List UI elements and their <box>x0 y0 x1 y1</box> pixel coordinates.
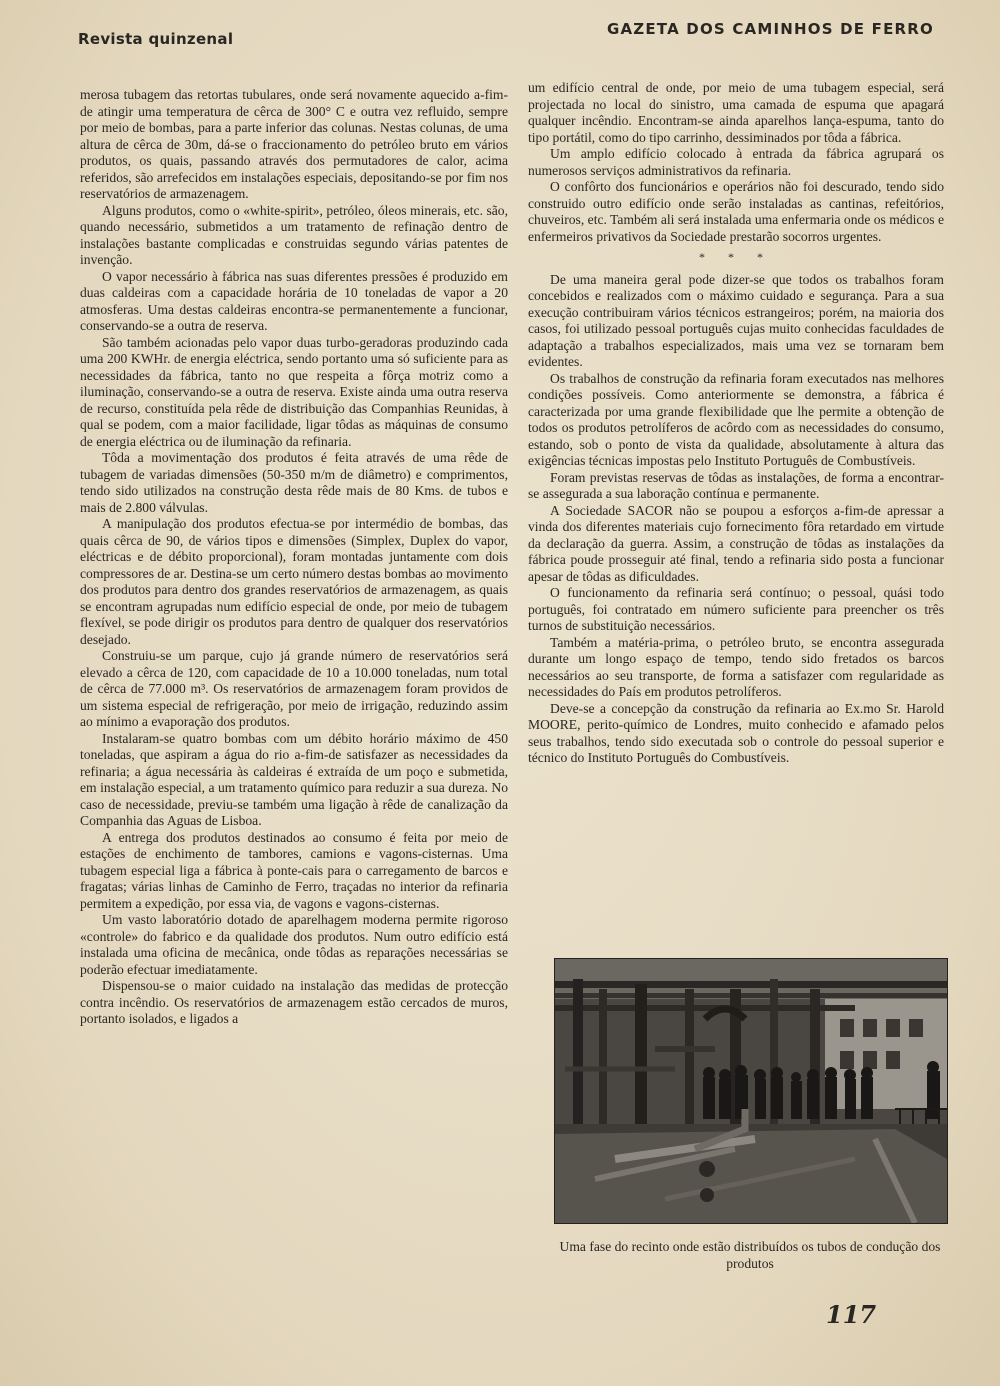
paragraph: A Sociedade SACOR não se poupou a esforços a-fim-de apressar a vinda dos diferentes materiais cujo fornecimento fôra retardado em virtude da declaração da guerra. Assim, a construção de tôdas as instalações da fábrica poude prosseguir até final, tendo a refinaria sido posta a funcionar apesar de tôdas as dificuldades. <box>528 502 944 584</box>
paragraph: Dispensou-se o maior cuidado na instalação das medidas de protecção contra incêndio. Os reservatórios de armazenagem estão cercados de muros, portanto isolados, e ligados a <box>80 978 508 1026</box>
photo-caption: Uma fase do recinto onde estão distribuídos os tubos de condução dos produtos <box>559 1239 941 1271</box>
page-number: 117 <box>826 1300 877 1329</box>
paragraph: Também a matéria-prima, o petróleo bruto, se encontra assegurada durante um longo espaço de tempo, tendo sido fretados os barcos necessários ao seu transporte, de forma a satisfazer com regularidade as necessidades do País em produtos petrolíferos. <box>528 634 944 699</box>
paragraph: Construiu-se um parque, cujo já grande número de reservatórios será elevado a cêrca de 120, com capacidade de 10 a 10.000 toneladas, num total de cêrca de 77.000 m³. Os reservatórios de armazenagem foram providos de um sistema especial de refrigeração, por meio de irrigação, reduzindo assim ao mínimo a evaporação dos produtos. <box>80 648 508 729</box>
paragraph: um edifício central de onde, por meio de uma tubagem especial, será projectada no local do sinistro, uma camada de espuma que apagará qualquer incêndio. Encontram-se ainda aparelhos lança-espuma, tanto do tipo portátil, como do tipo carrinho, dessiminados por tôda a fábrica. <box>528 80 944 145</box>
paragraph: Foram previstas reservas de tôdas as instalações, de forma a encontrar-se assegurada a sua laboração contínua e permanente. <box>528 469 944 501</box>
paragraph: Instalaram-se quatro bombas com um débito horário máximo de 450 toneladas, que aspiram a água do rio a-fim-de satisfazer as necessidades da refinaria; a água necessária às caldeiras é extraída de um poço e submetida, em instalação especial, a um tratamento químico para reduzir a sua dureza. No caso de necessidade, previu-se também uma ligação à rêde de canalização da Companhia das Aguas de Lisboa. <box>80 730 508 828</box>
paragraph: O vapor necessário à fábrica nas suas diferentes pressões é produzido em duas caldeiras com a capacidade horária de 10 toneladas de vapor a 20 atmosferas. Uma destas caldeiras encontra-se permanentemente a funcionar, conservando-se a outra de reserva. <box>80 268 508 333</box>
paragraph: O funcionamento da refinaria será contínuo; o pessoal, quási todo português, foi contratado em número suficiente para preencher os três turnos de substituição necessários. <box>528 585 944 633</box>
paragraph: Alguns produtos, como o «white-spirit», petróleo, óleos minerais, etc. são, quando necessário, submetidos a um tratamento de refinação dentro de instalações bastante complicadas e construidas segundo várias patentes de invenção. <box>80 202 508 267</box>
paragraph: Os trabalhos de construção da refinaria foram executados nas melhores condições possíveis. Como anteriormente se demonstra, a fábrica é caracterizada por uma grande flexibilidade que lhe permite a obtenção de todos os produtos petrolíferos de acôrdo com as necessidades do consumo, estando, sob o ponto de vista da qualidade, absolutamente à altura das exigências técnicas impostas pelo Instituto Português de Combustíveis. <box>528 370 944 468</box>
paragraph: Um amplo edifício colocado à entrada da fábrica agrupará os numerosos serviços administrativos da refinaria. <box>528 146 944 178</box>
left-column <box>80 87 508 1028</box>
paragraph: Deve-se a concepção da construção da refinaria ao Ex.mo Sr. Harold MOORE, perito-químico de Londres, muito conhecido e afamado pelos seus trabalhos, tendo sido executada sob o controle do pessoal superior e técnico do Instituto Português do Combustíveis. <box>528 700 944 765</box>
paragraph: Um vasto laboratório dotado de aparelhagem moderna permite rigoroso «controle» do fabrico e da qualidade dos produtos. Num outro edifício está instalada uma oficina de mecânica, onde tôdas as reparações necessárias se poderão efectuar imediatamente. <box>80 912 508 977</box>
header-right: GAZETA DOS CAMINHOS DE FERRO <box>606 20 934 38</box>
section-separator: * * * <box>699 250 773 264</box>
paragraph: A manipulação dos produtos efectua-se por intermédio de bombas, das quais cêrca de 90, de vários tipos e dimensões (Simplex, Duplex do vapor, eléctricas e de débito proporcional), foram montadas juntamente com dois compressores de ar. Destina-se um certo número destas bombas ao movimento dos produtos para dentro dos grandes reservatórios de armazenagem, as quais se encontram agrupadas num edifício especial de onde, por meio de tubagem flexível, se pode dirigir os produtos para dentro de qualquer dos reservatórios desejado. <box>80 516 508 647</box>
paragraph: A entrega dos produtos destinados ao consumo é feita por meio de estações de enchimento de tambores, camions e vagons-cisternas. Uma tubagem especial liga a fábrica à ponte-cais para o carregamento de barcos e fragatas; várias linhas de Caminho de Ferro, traçadas no interior da refinaria permitem a expedição, por essa via, de vagons e vagons-cisternas. <box>80 829 508 911</box>
paragraph: De uma maneira geral pode dizer-se que todos os trabalhos foram concebidos e realizados com o máximo cuidado e segurança. Para a sua execução contribuiram vários técnicos estrangeiros; porém, na maioria dos casos, foi utilizado pessoal português cujas muito conhecidas faculdades de adaptação a trabalhos especializados, mais uma vez se tornaram bem evidentes. <box>528 271 944 369</box>
paragraph: merosa tubagem das retortas tubulares, onde será novamente aquecido a-fim-de atingir uma temperatura de cêrca de 300° C e outra vez refluido, sempre por meio de bombas, para a parte inferior das colunas. Nestas colunas, de uma altura de cêrca de 30m, dá-se o fraccionamento do petróleo bruto em vários produtos, os quais, passando através dos permutadores de calor, acima referidos, são arrefecidos em instalações especiais, depositando-se por fim nos reservatórios de armazenagem. <box>80 87 508 201</box>
refinery-photo <box>554 958 948 1224</box>
paragraph: Tôda a movimentação dos produtos é feita através de uma rêde de tubagem de variadas dimensões (50-350 m/m de diâmetro) e comprimentos, tendo sido utilizados na construção desta rêde mais de 80 Kms. de tubos e mais de 2.800 válvulas. <box>80 450 508 515</box>
paragraph: O confôrto dos funcionários e operários não foi descurado, tendo sido construido outro edifício onde serão instaladas as cantinas, refeitórios, chuveiros, etc. Também ali será instalada uma enfermaria onde os médicos e enfermeiros privativos da Sociedade prestarão socorros urgentes. <box>528 179 944 244</box>
right-column <box>528 80 944 767</box>
paragraph: São também acionadas pelo vapor duas turbo-geradoras produzindo cada uma 200 KWHr. de energia eléctrica, sendo portanto uma só suficiente para as necessidades da fábrica, tanto no que respeita a fôrça motriz como a iluminação, conservando-se a outra de reserva. Existe ainda uma outra reserva de recurso, constituída pela rêde de distribuição das Companhias Reunidas, à qual se podem, com a maior facilidade, ligar tôdas as máquinas de consumo de energia eléctrica ou de iluminação da refinaria. <box>80 334 508 449</box>
header-left: Revista quinzenal <box>78 30 234 48</box>
